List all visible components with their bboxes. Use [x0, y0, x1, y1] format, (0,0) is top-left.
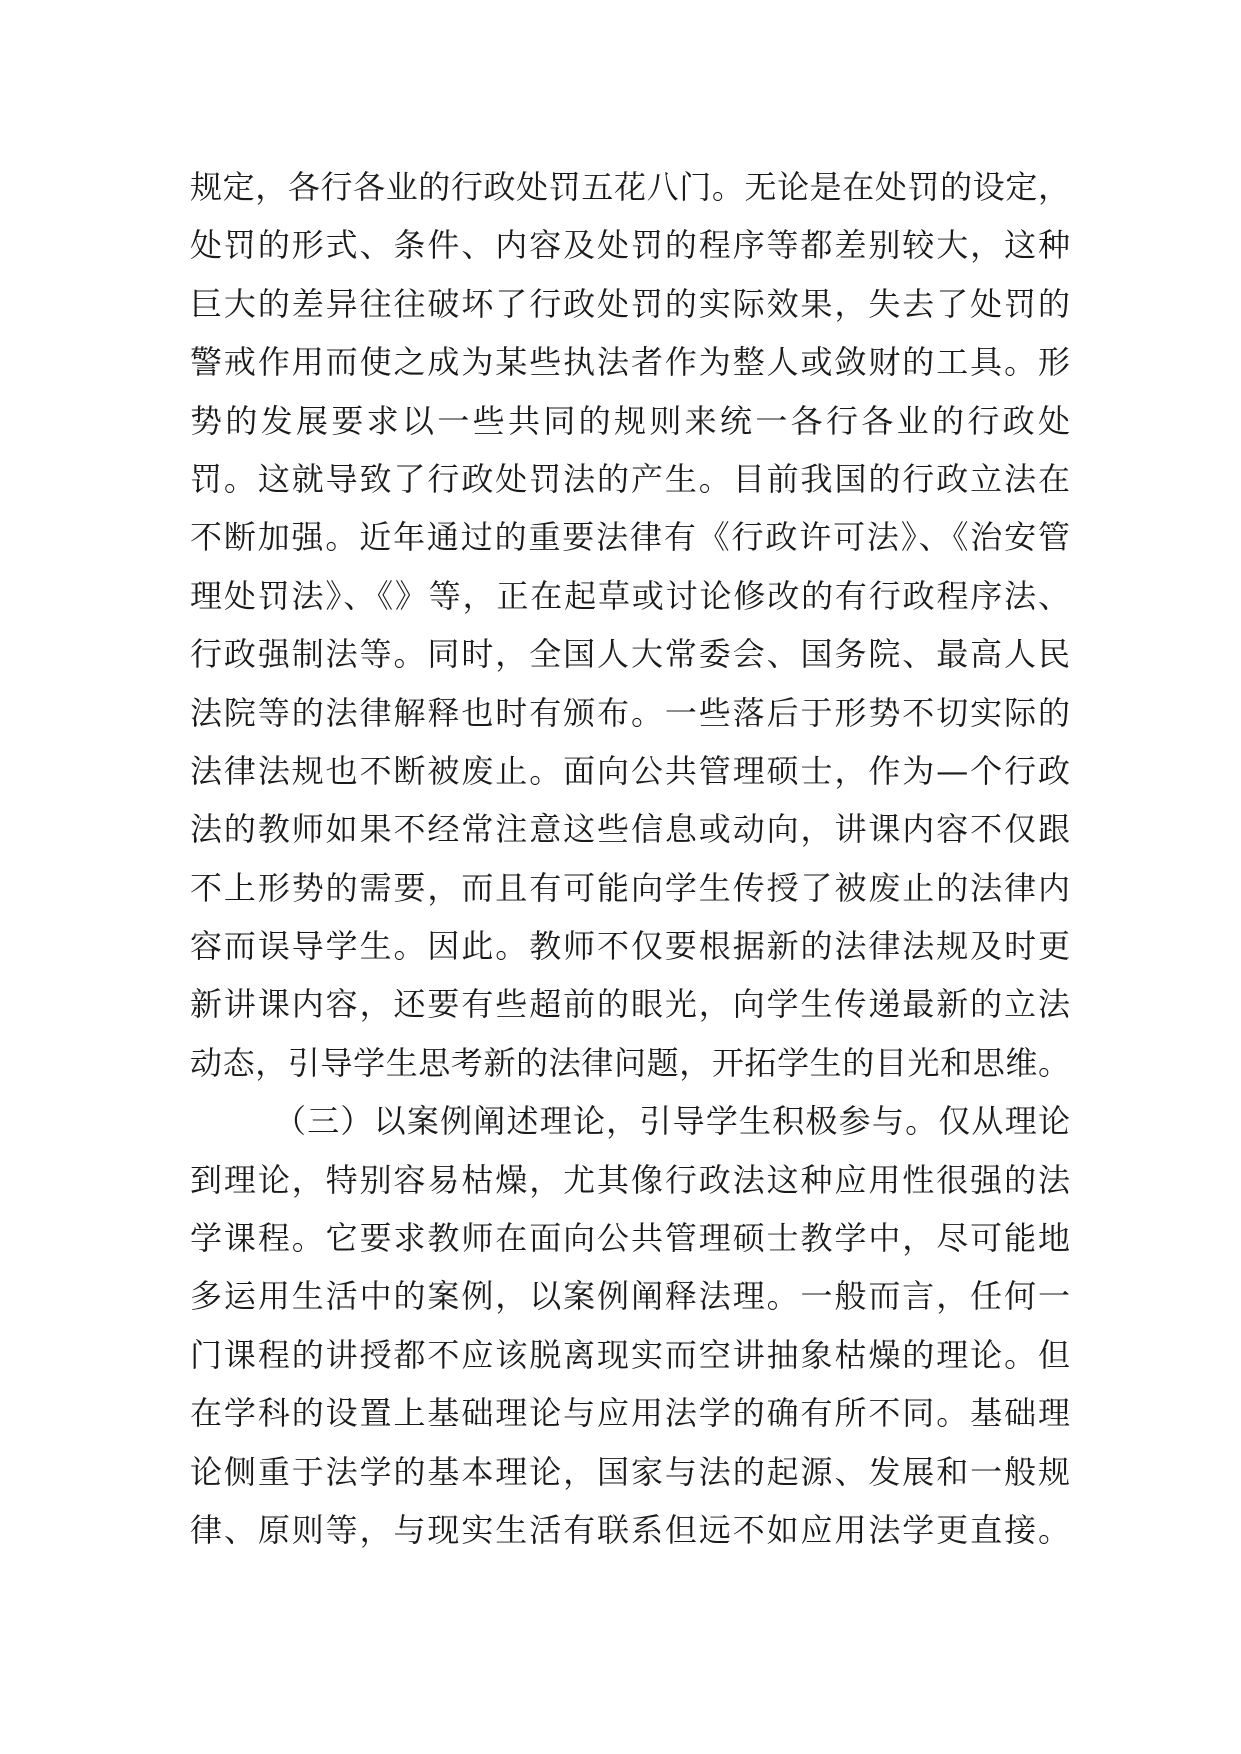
- text-line: 势的发展要求以一些共同的规则来统一各行各业的行政处: [190, 401, 1070, 440]
- text-line: 容而误导学生。因此。教师不仅要根据新的法律法规及时更: [190, 927, 1070, 966]
- text-line: 在学科的设置上基础理论与应用法学的确有所不同。基础理: [190, 1394, 1070, 1433]
- body-text: [190, 158, 1070, 1559]
- section-heading-line: （三）以案例阐述理论，引导学生积极参与。仅从理论: [274, 1102, 1070, 1141]
- text-line: 门课程的讲授都不应该脱离现实而空讲抽象枯燥的理论。但: [190, 1335, 1070, 1374]
- text-line: 到理论，特别容易枯燥，尤其像行政法这种应用性很强的法: [190, 1160, 1070, 1199]
- text-line: 多运用生活中的案例，以案例阐释法理。一般而言，任何一: [190, 1277, 1070, 1316]
- text-line: 警戒作用而使之成为某些执法者作为整人或敛财的工具。形: [190, 343, 1070, 382]
- text-line: 动态，引导学生思考新的法律问题，开拓学生的目光和思维。: [190, 1043, 1070, 1082]
- text-line: 行政强制法等。同时，全国人大常委会、国务院、最高人民: [190, 635, 1070, 674]
- text-line: 巨大的差异往往破坏了行政处罚的实际效果，失去了处罚的: [190, 284, 1070, 323]
- text-line: 法律法规也不断被废止。面向公共管理硕士，作为—个行政: [190, 751, 1070, 790]
- text-line: 罚。这就导致了行政处罚法的产生。目前我国的行政立法在: [190, 459, 1070, 498]
- text-line: 规定，各行各业的行政处罚五花八门。无论是在处罚的设定，: [190, 168, 1070, 206]
- text-line: 论侧重于法学的基本理论，国家与法的起源、发展和一般规: [190, 1452, 1070, 1491]
- text-line: 法的教师如果不经常注意这些信息或动向，讲课内容不仅跟: [190, 810, 1070, 849]
- text-line: 法院等的法律解释也时有颁布。一些落后于形势不切实际的: [190, 693, 1070, 732]
- text-line: 不断加强。近年通过的重要法律有《行政许可法》、《治安管: [190, 518, 1070, 557]
- text-line: 律、原则等，与现实生活有联系但远不如应用法学更直接。: [190, 1510, 1070, 1549]
- text-line: 不上形势的需要，而且有可能向学生传授了被废止的法律内: [190, 868, 1070, 907]
- text-line: 处罚的形式、条件、内容及处罚的程序等都差别较大，这种: [190, 226, 1070, 265]
- text-line: 学课程。它要求教师在面向公共管理硕士教学中，尽可能地: [190, 1219, 1070, 1258]
- text-line: 理处罚法》、《》等，正在起草或讨论修改的有行政程序法、: [190, 576, 1070, 615]
- text-line: 新讲课内容，还要有些超前的眼光，向学生传递最新的立法: [190, 985, 1070, 1024]
